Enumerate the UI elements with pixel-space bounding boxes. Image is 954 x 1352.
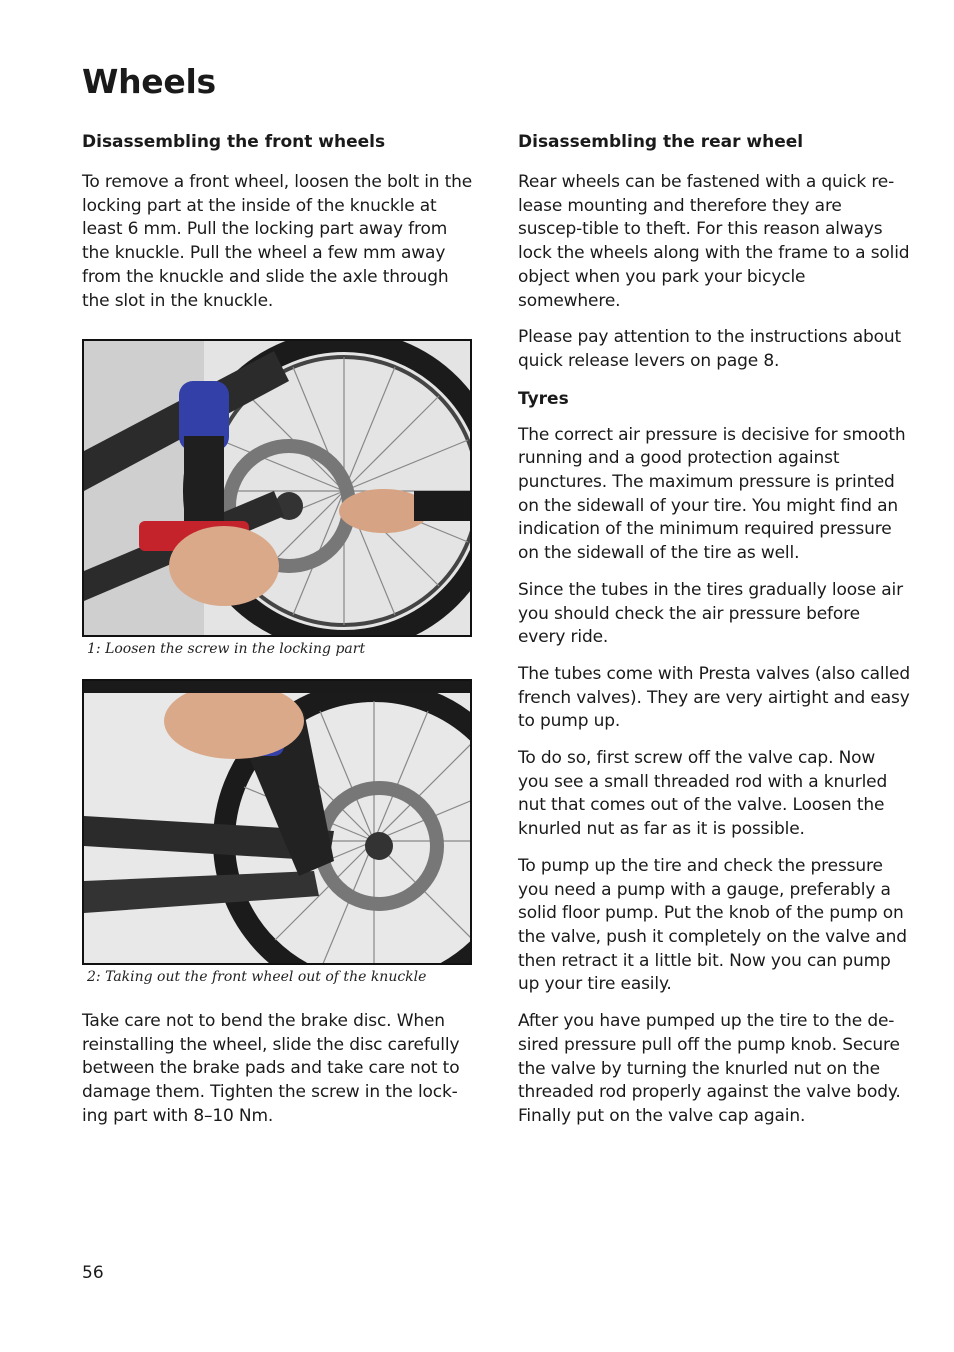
right-column (518, 130, 910, 1142)
left-column (82, 130, 474, 326)
photo-loosen-screw (82, 339, 472, 637)
front-wheels-heading: Disassembling the front wheels (82, 132, 386, 152)
figure-2 (82, 679, 472, 985)
photo-remove-wheel (82, 679, 472, 965)
page-number: 56 (82, 1263, 104, 1283)
figure-1-caption: 1: Loosen the screw in the locking part (87, 641, 366, 657)
rear-wheel-paragraph: Rear wheels can be fastened with a quick re-lease mounting and therefore they are suscep-tible to theft. For this reason always lock the wheels along with the frame to a solid object when you park your bicycle somewhere. (518, 172, 910, 311)
figure-1 (82, 339, 472, 657)
quick-release-paragraph: Please pay attention to the instructions about quick release levers on page 8. (518, 327, 902, 371)
page-title: Wheels (82, 62, 216, 101)
pump-paragraph: To pump up the tire and check the pressure you need a pump with a gauge, preferably a solid floor pump. Put the knob of the pump on the valve, push it completely on the valve and then retract it a little bit. Now you can pump up your tire easily. (518, 855, 907, 995)
tyres-heading: Tyres (518, 388, 569, 409)
left-closing-text (82, 1010, 474, 1142)
photo-loosen-screw-illustration (84, 341, 470, 635)
photo-remove-wheel-illustration (84, 681, 470, 963)
front-wheels-closing: Take care not to bend the brake disc. When reinstalling the wheel, slide the disc carefully between the brake pads and take care not to damage them. Tighten the screw in the lock-ing part with 8–10 Nm. (82, 1011, 460, 1126)
presta-valves-paragraph: The tubes come with Presta valves (also called french valves). They are very airtight and easy to pump up. (518, 663, 910, 732)
rear-wheel-heading: Disassembling the rear wheel (518, 132, 804, 152)
air-pressure-paragraph: The correct air pressure is decisive for smooth running and a good protection against punctures. The maximum pressure is printed on the sidewall of your tire. You might find an indication of the minimum required pressure on the sidewall of the tire as well. (518, 424, 906, 564)
after-pumping-paragraph: After you have pumped up the tire to the de-sired pressure pull off the pump knob. Secure the valve by turning the knurled nut on the threaded rod properly against the valve body. Finally put on the valve cap again. (518, 1011, 901, 1126)
figure-2-caption: 2: Taking out the front wheel out of the knuckle (87, 969, 427, 985)
tube-check-paragraph: Since the tubes in the tires gradually loose air you should check the air pressure before every ride. (518, 579, 903, 648)
valve-cap-paragraph: To do so, first screw off the valve cap. Now you see a small threaded rod with a knurled nut that comes out of the valve. Loosen the knurled nut as far as it is possible. (518, 748, 888, 840)
front-wheels-intro: To remove a front wheel, loosen the bolt in the locking part at the inside of the knuckle at least 6 mm. Pull the locking part away from the knuckle. Pull the wheel a few mm away from the knuckle and slide the axle through the slot in the knuckle. (82, 172, 473, 311)
